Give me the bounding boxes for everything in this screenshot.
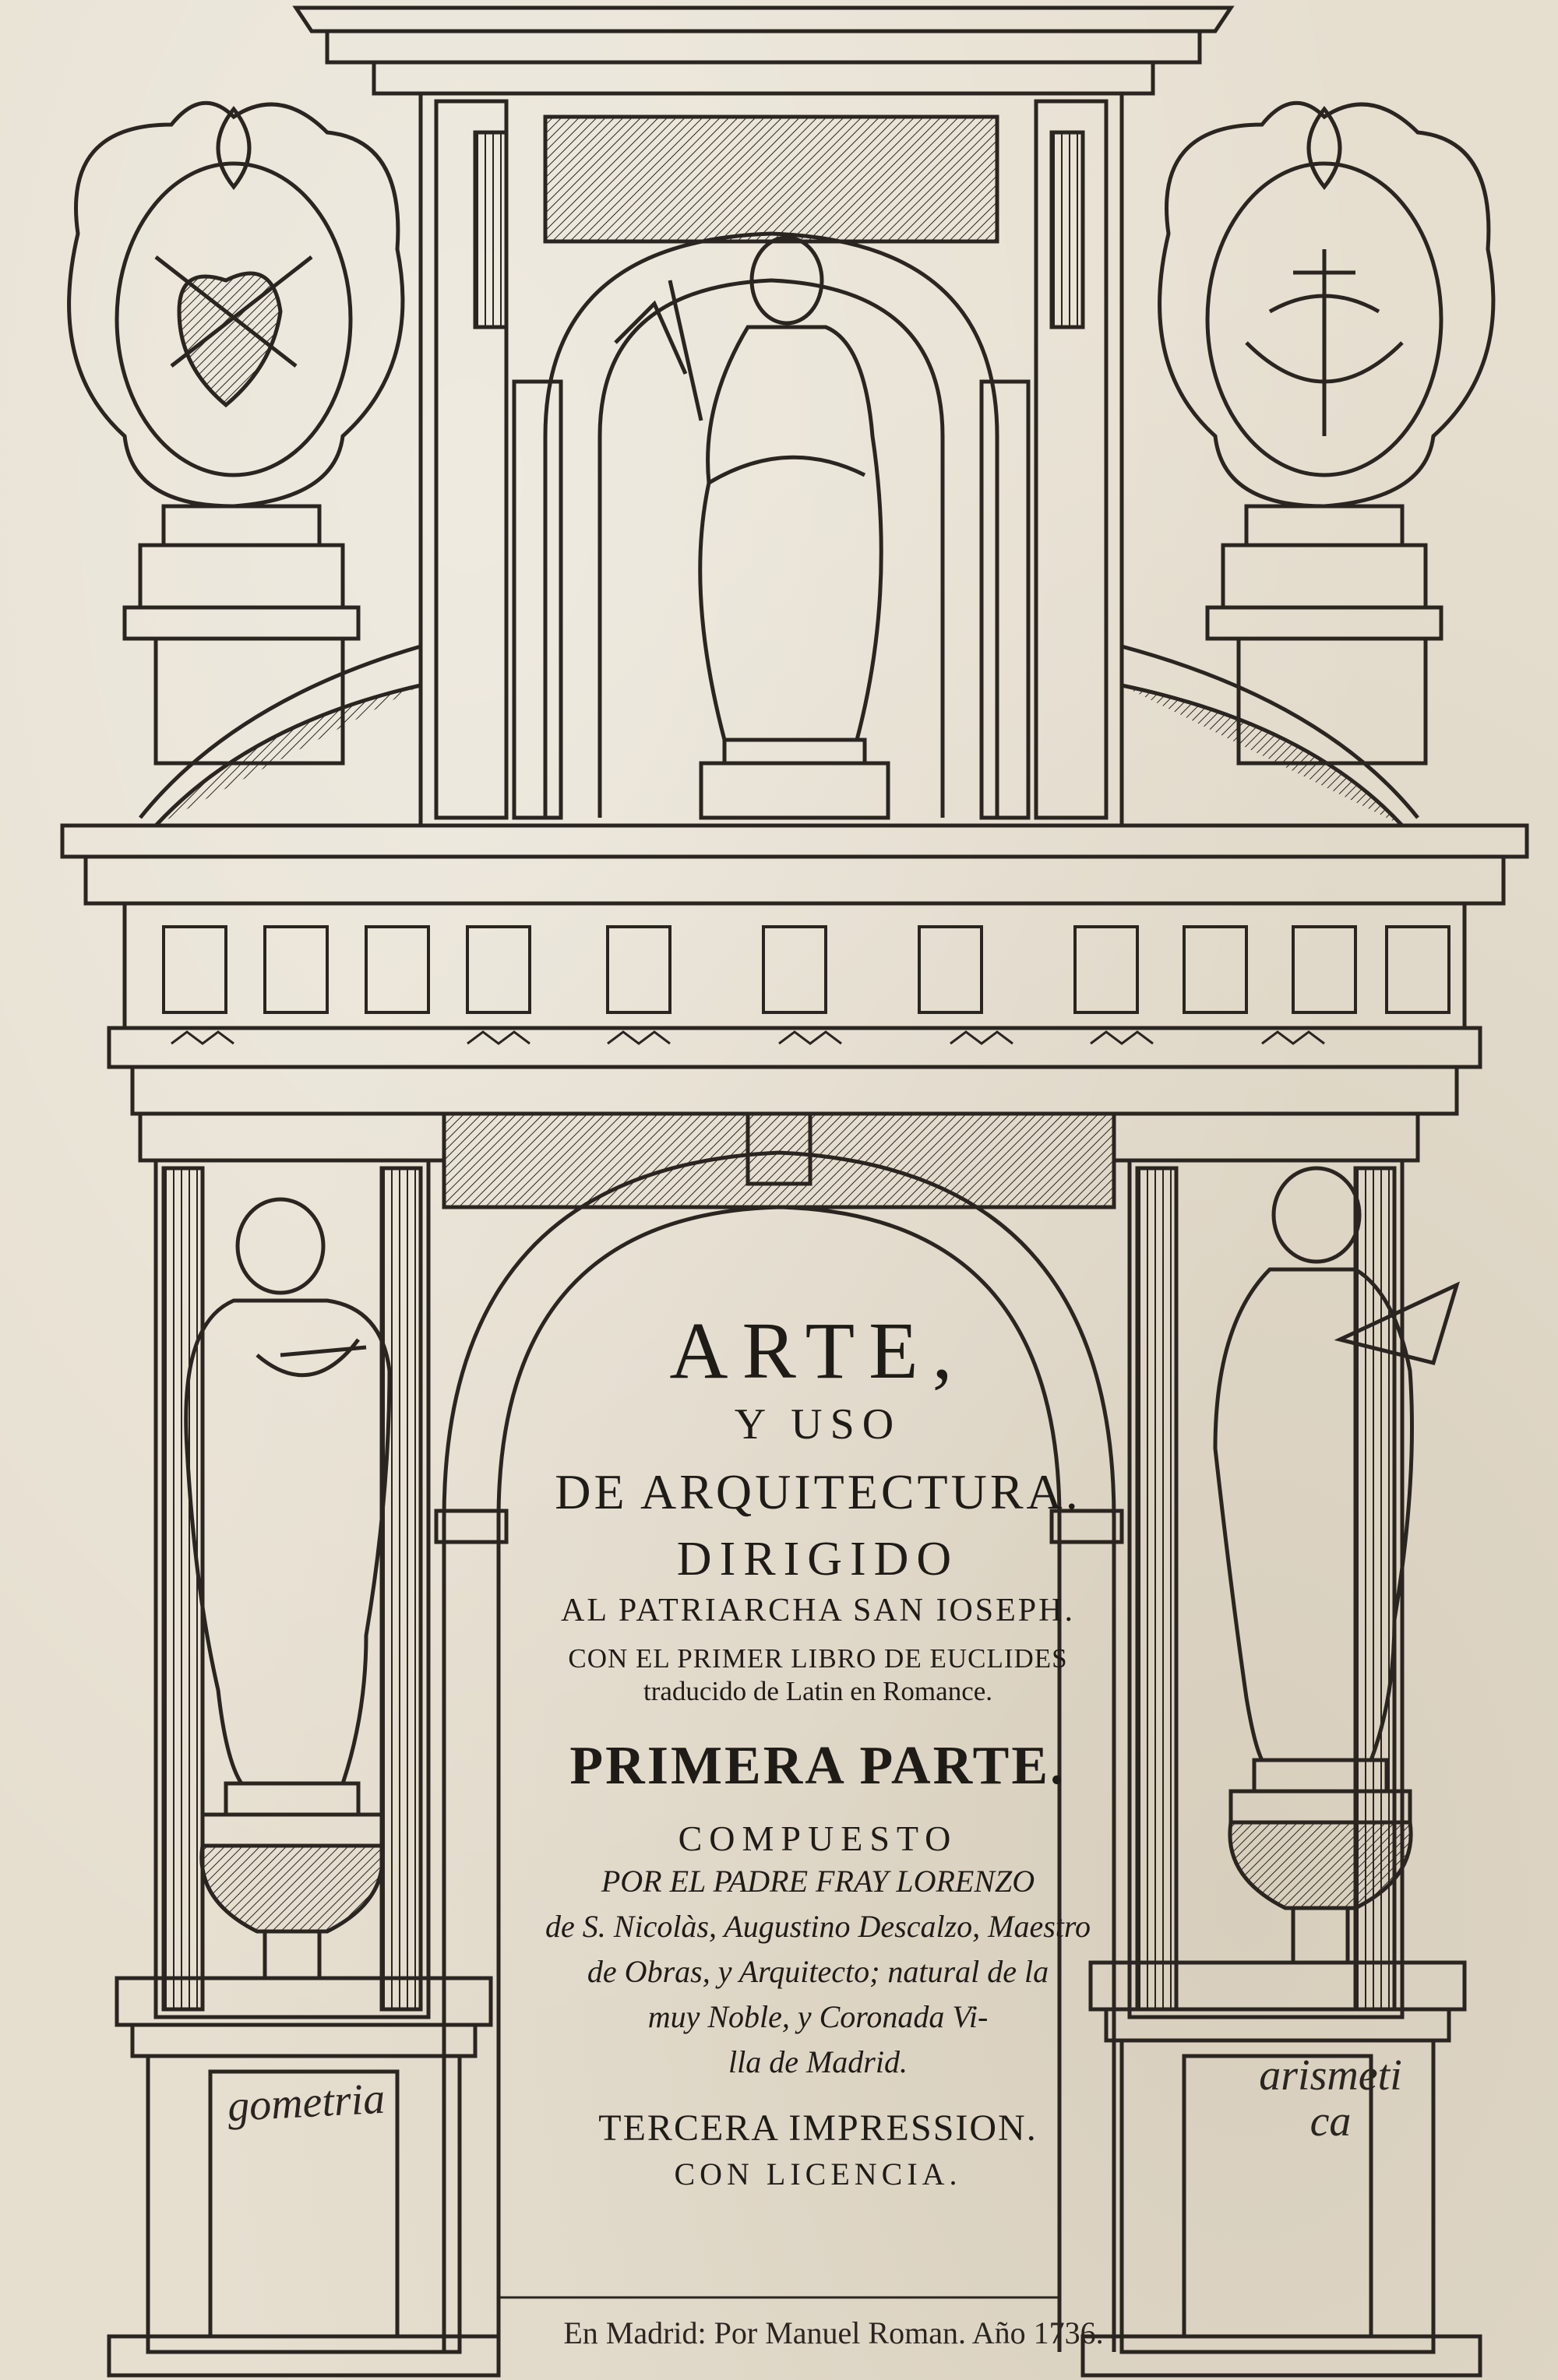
dedication-heading: DIRIGIDO [676, 1533, 960, 1586]
euclid-line: CON EL PRIMER LIBRO DE EUCLIDES [568, 1643, 1068, 1674]
license-line: CON LICENCIA. [674, 2156, 962, 2192]
pedestal-label-left: gometria [226, 2074, 386, 2132]
author-line: de Obras, y Arquitecto; natural de la [587, 1954, 1049, 1990]
author-line: POR EL PADRE FRAY LORENZO [601, 1864, 1035, 1899]
part-heading: PRIMERA PARTE. [569, 1736, 1066, 1797]
pedestal-label-right [1253, 2053, 1408, 2145]
main-title: ARTE, [669, 1306, 967, 1396]
edition-line: TERCERA IMPRESSION. [598, 2107, 1038, 2149]
author-line: de S. Nicolàs, Augustino Descalzo, Maestro [545, 1909, 1091, 1945]
subtitle-arquitectura: DE ARQUITECTURA. [555, 1464, 1081, 1520]
author-line: muy Noble, y Coronada Vi- [647, 1999, 989, 2035]
pedestal-label-right-line2: ca [1309, 2097, 1352, 2146]
pedestal-label-right-line1: arismeti [1259, 2051, 1402, 2100]
subtitle-y-uso: Y USO [734, 1400, 902, 1449]
dedication-line: AL PATRIARCHA SAN IOSEPH. [560, 1593, 1075, 1629]
compuesto-heading: COMPUESTO [678, 1818, 958, 1859]
imprint-line: En Madrid: Por Manuel Roman. Año 1736. [563, 2315, 1104, 2350]
author-line: lla de Madrid. [728, 2044, 908, 2080]
translation-line: traducido de Latin en Romance. [643, 1676, 993, 1707]
title-text-block [499, 1293, 1137, 2192]
